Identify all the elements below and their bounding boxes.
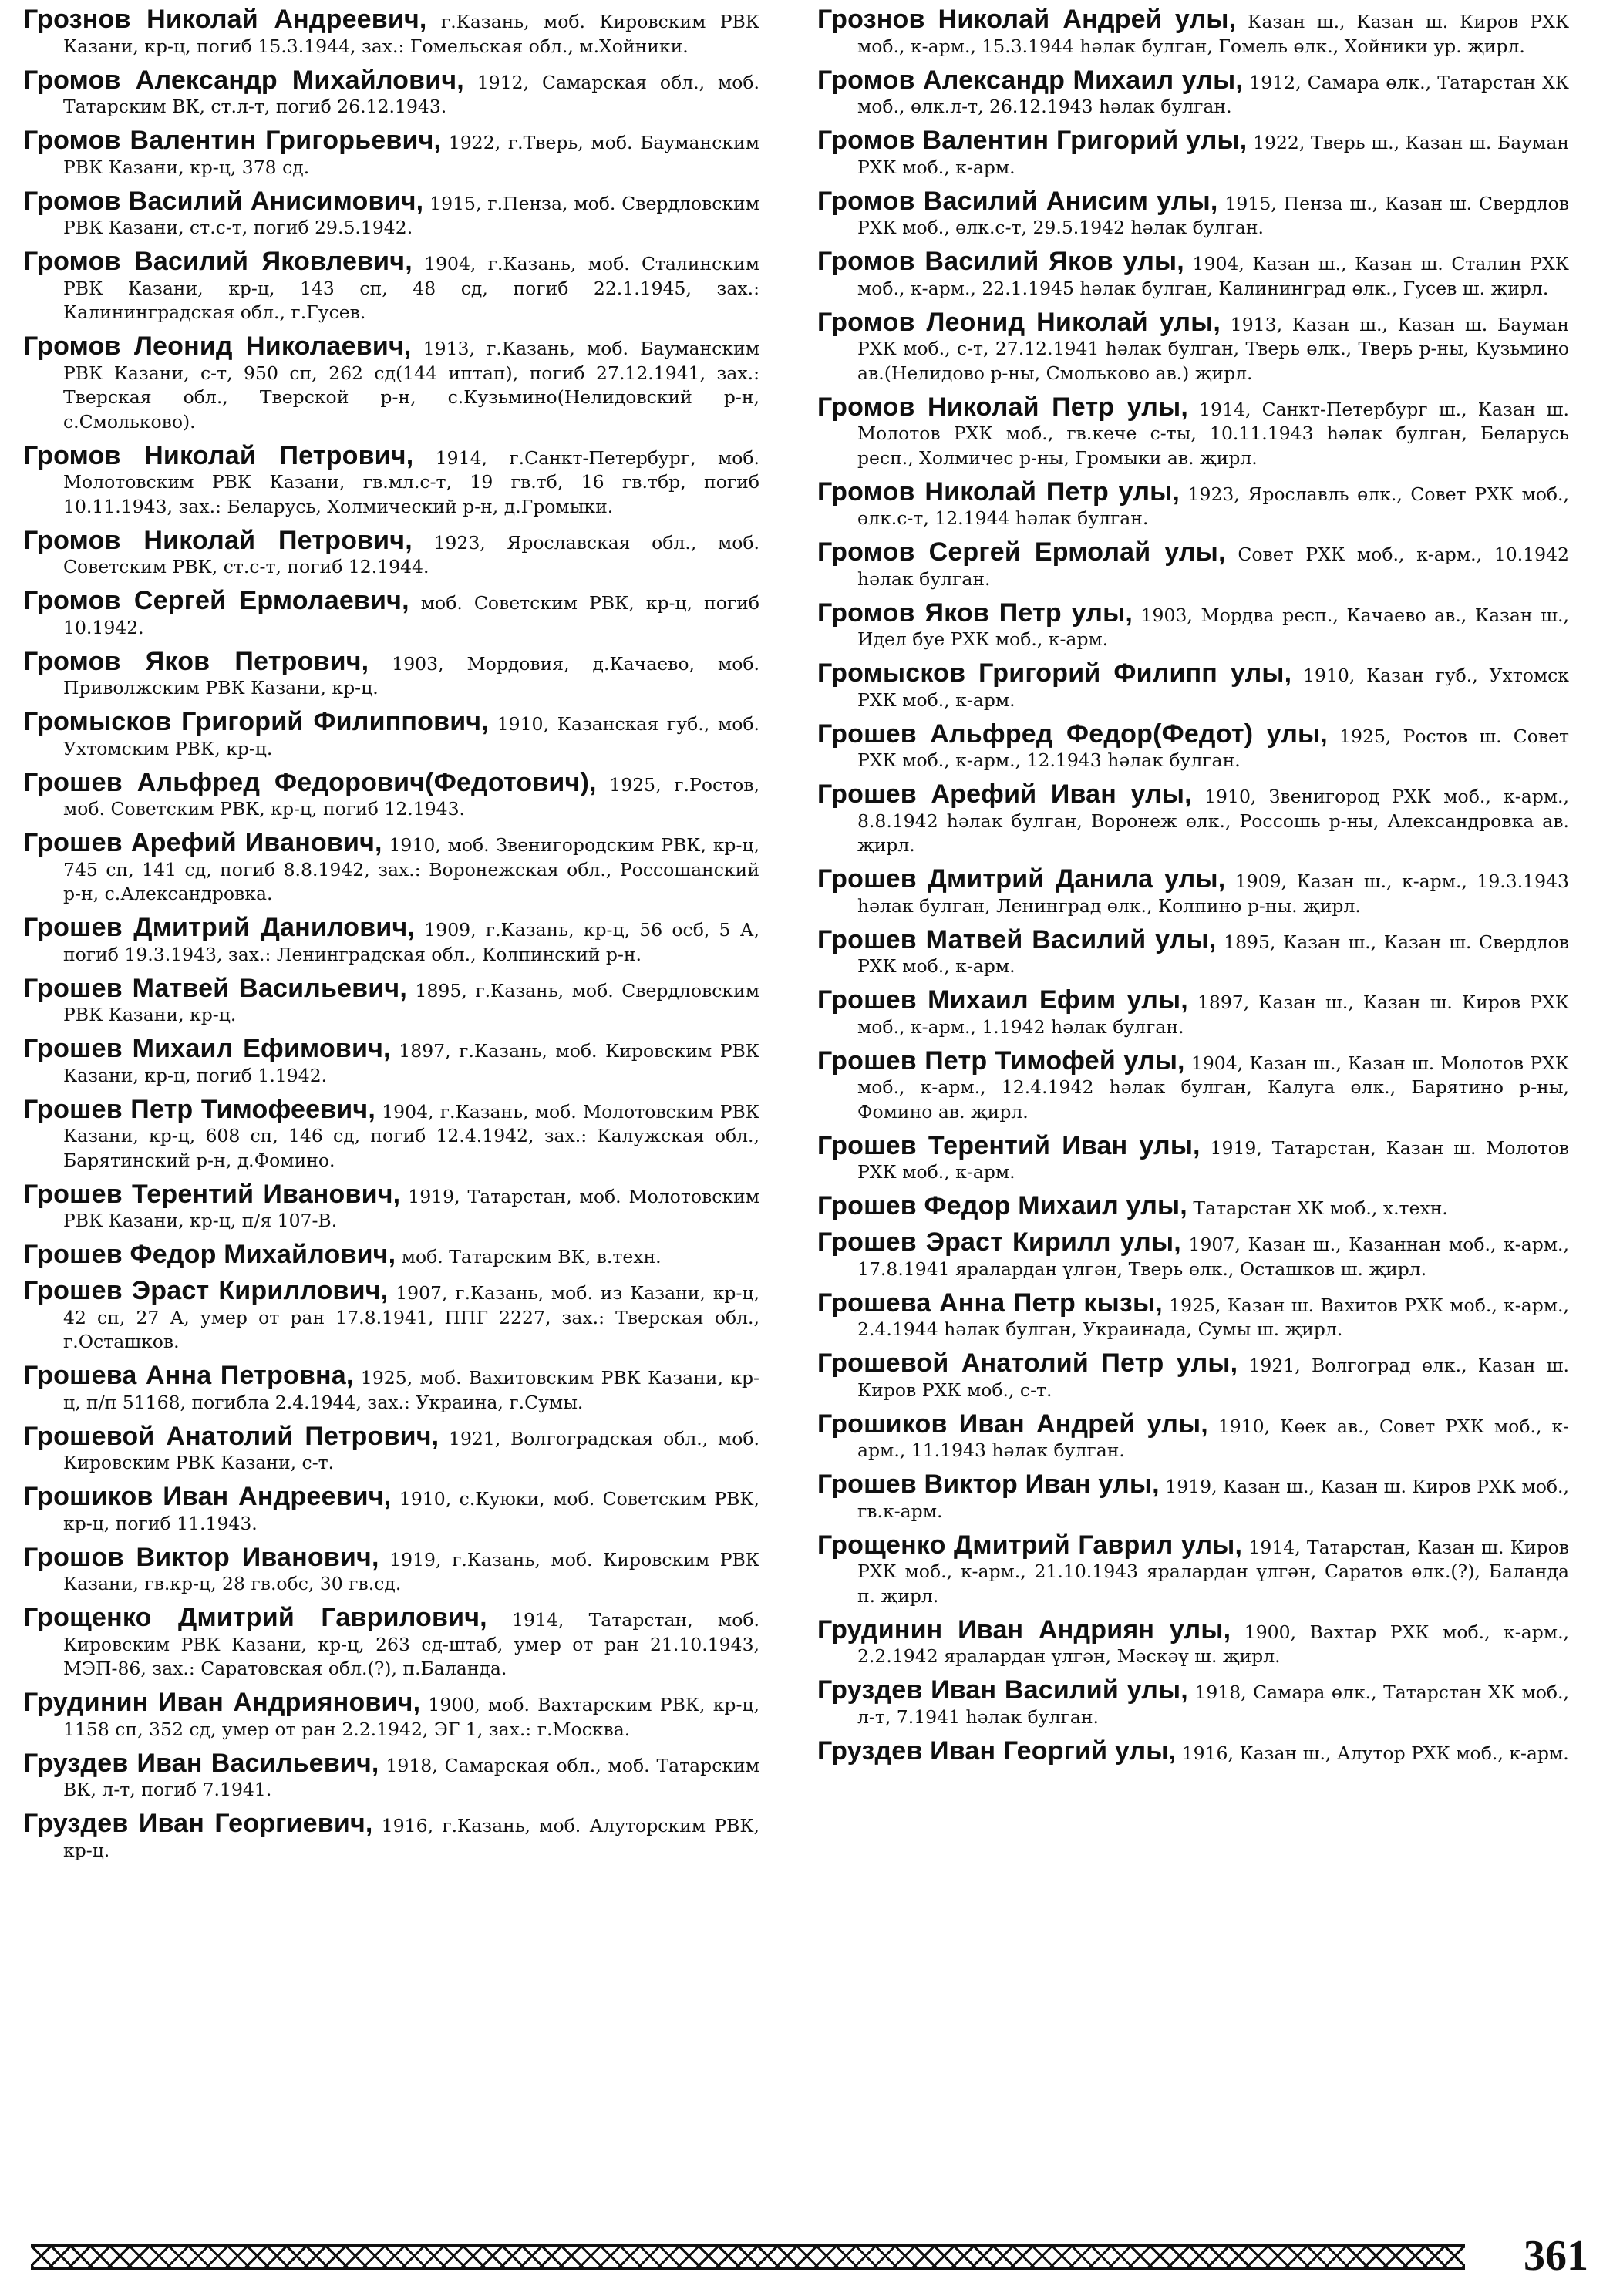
record-entry <box>23 1179 760 1234</box>
record-details: 1925, моб. Вахитовским РВК Казани, кр-ц, п/п 51168, погибла 2.4.1944, зах.: Украина, г.Сумы. <box>63 1367 759 1413</box>
right-column-tatar <box>817 5 1570 1776</box>
record-entry <box>817 126 1569 180</box>
record-details: 1904, Казан ш., Казан ш. Молотов РХК моб., к-арм., 12.4.1942 һәлак булган, Калуга өлк., Барятино р-ны, Фомино ав. җирл. <box>857 1052 1569 1123</box>
record-details: 1918, Самара өлк., Татарстан ХК моб., л-т, 7.1941 һәлак булган. <box>857 1682 1569 1728</box>
person-name: Грошев Дмитрий Данилович, <box>23 913 416 942</box>
record-details: 1914, Татарстан, моб. Кировским РВК Казани, кр-ц, 263 сд-штаб, умер от ран 21.10.1943, МЭП-86, зах.: Саратовская обл.(?), п.Баланда. <box>63 1609 759 1679</box>
record-details: 1918, Самарская обл., моб. Татарским ВК, л-т, погиб 7.1941. <box>63 1754 759 1800</box>
record-entry <box>817 1675 1569 1729</box>
record-entry <box>23 525 759 580</box>
person-name: Груздев Иван Васильевич, <box>23 1748 379 1778</box>
person-name: Грошевой Анатолий Петр улы, <box>817 1348 1238 1378</box>
record-details: 1897, Казан ш., Казан ш. Киров РХК моб., к-арм., 1.1942 һәлак булган. <box>857 991 1569 1038</box>
record-details: 1903, Мордовия, д.Качаево, моб. Приволжским РВК Казани, кр-ц. <box>63 652 759 699</box>
record-details: 1922, г.Тверь, моб. Бауманским РВК Казани, кр-ц, 378 сд. <box>63 132 759 178</box>
person-name: Громов Николай Петрович, <box>23 440 414 470</box>
record-entry <box>817 1614 1570 1669</box>
record-details: 1910, Казан губ., Ухтомск РХК моб., к-арм. <box>857 665 1569 711</box>
person-name: Громов Николай Петр улы, <box>817 392 1188 422</box>
record-details: 1916, г.Казань, моб. Алуторским РВК, кр-ц. <box>63 1815 759 1861</box>
record-details: 1919, Казан ш., Казан ш. Киров РХК моб., гв.к-арм. <box>857 1476 1569 1522</box>
record-entry <box>817 1348 1569 1402</box>
record-entry <box>817 537 1569 591</box>
record-entry <box>23 973 759 1028</box>
page-number: 361 <box>1524 2232 1588 2280</box>
record-entry <box>817 1288 1569 1342</box>
record-details: 1912, Самарская обл., моб. Татарским ВК, ст.л-т, погиб 26.12.1943. <box>63 71 759 117</box>
record-details: Казан ш., Казан ш. Киров РХК моб., к-арм., 15.3.1944 һәлак булган, Гомель өлк., Хойники ур. җирл. <box>857 11 1570 57</box>
record-details: 1914, г.Санкт-Петербург, моб. Молотовским РВК Казани, гв.мл.с-т, 19 гв.тб, 16 гв.тбр, погиб 10.11.1943, зах.: Беларусь, Холмический р-н, д.Громыки. <box>63 446 759 517</box>
record-entry <box>23 1688 759 1742</box>
record-entry <box>23 1603 759 1682</box>
record-entry <box>23 1276 759 1355</box>
record-entry <box>817 1530 1569 1609</box>
person-name: Груздев Иван Георгий улы, <box>817 1735 1177 1766</box>
record-details: 1895, г.Казань, моб. Свердловским РВК Казани, кр-ц. <box>63 979 759 1025</box>
record-details: 1922, Тверь ш., Казан ш. Бауман РХК моб., к-арм. <box>857 132 1569 178</box>
record-details: 1910, Звенигород РХК моб., к-арм., 8.8.1942 һәлак булган, Воронеж өлк., Россошь р-ны, Александровка ав. җирл. <box>857 786 1569 856</box>
page-footer <box>31 2232 1588 2282</box>
person-name: Громысков Григорий Филиппович, <box>23 707 489 736</box>
person-name: Грознов Николай Андрей улы, <box>817 5 1237 34</box>
record-details: 1910, Көек ав., Совет РХК моб., к-арм., 11.1943 һәлак булган. <box>857 1415 1569 1461</box>
person-name: Громов Леонид Николай улы, <box>817 307 1221 337</box>
record-entry <box>23 1240 759 1270</box>
record-entry <box>23 1748 759 1803</box>
record-details: 1916, Казан ш., Алутор РХК моб., к-арм. <box>1176 1742 1569 1764</box>
record-entry <box>23 5 759 59</box>
record-entry <box>23 65 759 120</box>
person-name: Груздев Иван Георгиевич, <box>23 1809 373 1838</box>
person-name: Грошев Петр Тимофеевич, <box>23 1094 375 1124</box>
record-entry <box>817 658 1569 712</box>
record-details: 1904, г.Казань, моб. Молотовским РВК Казани, кр-ц, 608 сп, 146 сд, погиб 12.4.1942, зах.: Калужская обл., Барятинский р-н, д.Фомино. <box>63 1100 759 1171</box>
person-name: Грошев Альфред Федорович(Федотович), <box>23 767 597 797</box>
person-name: Грошев Матвей Василий улы, <box>817 924 1217 954</box>
record-details: 1923, Ярославль өлк., Совет РХК моб., өлк.с-т, 12.1944 һәлак булган. <box>857 483 1569 529</box>
record-details: 1923, Ярославская обл., моб. Советским РВК, ст.с-т, погиб 12.1944. <box>63 531 759 577</box>
record-details: 1915, Пенза ш., Казан ш. Свердлов РХК моб., өлк.с-т, 29.5.1942 һәлак булган. <box>857 192 1569 238</box>
record-details: 1914, Татарстан, Казан ш. Киров РХК моб., к-арм., 21.10.1943 яралардан үлгән, Саратов өлк.(?), Баланда п. җирл. <box>857 1536 1569 1607</box>
record-entry <box>817 1130 1569 1185</box>
record-entry <box>817 1227 1569 1281</box>
ornamental-border <box>31 2244 1465 2270</box>
person-name: Грошев Терентий Иванович, <box>23 1179 401 1209</box>
person-name: Громов Сергей Ермолаевич, <box>23 586 409 615</box>
person-name: Грошев Альфред Федор(Федот) улы, <box>817 719 1328 749</box>
person-name: Грощенко Дмитрий Гаврилович, <box>23 1603 487 1632</box>
person-name: Громысков Григорий Филипп улы, <box>817 658 1292 688</box>
record-details: 1900, моб. Вахтарским РВК, кр-ц, 1158 сп, 352 сд, умер от ран 2.2.1942, ЭГ 1, зах.: г.Москва. <box>63 1694 759 1740</box>
person-name: Грошиков Иван Андрей улы, <box>817 1409 1208 1439</box>
person-name: Громов Сергей Ермолай улы, <box>817 537 1226 567</box>
record-details: 1910, с.Куюки, моб. Советским РВК, кр-ц, погиб 11.1943. <box>63 1488 759 1534</box>
record-entry <box>23 1809 759 1863</box>
record-entry <box>817 5 1570 59</box>
record-details: 1895, Казан ш., Казан ш. Свердлов РХК моб., к-арм. <box>857 931 1569 977</box>
record-entry <box>817 186 1569 241</box>
record-details: 1910, Казанская губ., моб. Ухтомским РВК, кр-ц. <box>63 713 759 759</box>
record-entry <box>23 440 759 520</box>
record-entry <box>817 598 1569 652</box>
record-entry <box>23 767 759 822</box>
person-name: Громов Леонид Николаевич, <box>23 332 412 361</box>
record-entry <box>817 1191 1569 1221</box>
person-name: Грошевой Анатолий Петрович, <box>23 1421 439 1451</box>
person-name: Громов Василий Анисимович, <box>23 186 424 216</box>
record-details: 1907, Казан ш., Казаннан моб., к-арм., 17.8.1941 яралардан үлгән, Тверь өлк., Осташков ш. җирл. <box>857 1234 1569 1280</box>
record-details: 1919, Татарстан, моб. Молотовским РВК Казани, кр-ц, п/я 107-В. <box>63 1185 760 1231</box>
person-name: Грошев Виктор Иван улы, <box>817 1470 1160 1499</box>
record-entry <box>23 1034 759 1088</box>
record-entry <box>817 924 1569 979</box>
record-entry <box>817 1735 1569 1766</box>
left-column-russian <box>23 5 760 1873</box>
record-details: Совет РХК моб., к-арм., 10.1942 һәлак булган. <box>857 544 1569 590</box>
record-entry <box>817 1470 1569 1523</box>
record-details: 1904, Казан ш., Казан ш. Сталин РХК моб., к-арм., 22.1.1945 һәлак булган, Калининград өлк., Гусев ш. җирл. <box>857 253 1569 299</box>
record-entry <box>23 1361 759 1415</box>
record-entry <box>817 1045 1569 1125</box>
record-entry <box>23 586 759 640</box>
record-details: 1925, г.Ростов, моб. Советским РВК, кр-ц, погиб 12.1943. <box>63 773 759 820</box>
person-name: Грощенко Дмитрий Гаврил улы, <box>817 1530 1243 1560</box>
person-name: Громов Василий Яковлевич, <box>23 247 413 276</box>
record-entry <box>23 913 759 967</box>
person-name: Грошев Эраст Кирилл улы, <box>817 1227 1181 1257</box>
person-name: Громов Александр Михайлович, <box>23 65 464 95</box>
record-entry <box>23 332 759 434</box>
record-details: Татарстан ХК моб., х.техн. <box>1187 1197 1448 1219</box>
record-details: 1904, г.Казань, моб. Сталинским РВК Казани, кр-ц, 143 сп, 48 сд, погиб 22.1.1945, зах.: Калининградская обл., г.Гусев. <box>63 253 759 323</box>
record-details: 1914, Санкт-Петербург ш., Казан ш. Молотов РХК моб., гв.кече с-ты, 10.11.1943 һәлак булган, Беларусь респ., Холмичес р-ны, Громыки ав. җирл. <box>857 398 1570 469</box>
person-name: Грошев Матвей Васильевич, <box>23 973 407 1003</box>
record-entry <box>23 1421 759 1476</box>
person-name: Грошев Петр Тимофей улы, <box>817 1045 1185 1076</box>
person-name: Груздев Иван Василий улы, <box>817 1675 1188 1705</box>
record-entry <box>817 307 1569 386</box>
person-name: Грошев Арефий Иванович, <box>23 828 382 857</box>
record-entry <box>817 1409 1569 1463</box>
person-name: Громов Валентин Григорий улы, <box>817 126 1248 155</box>
person-name: Грошев Федор Михаил улы, <box>817 1191 1187 1220</box>
record-details: моб. Татарским ВК, в.техн. <box>396 1246 662 1268</box>
record-details: 1919, г.Казань, моб. Кировским РВК Казани, гв.кр-ц, 28 гв.обс, 30 гв.сд. <box>63 1548 759 1594</box>
record-entry <box>817 779 1569 858</box>
record-details: 1925, Казан ш. Вахитов РХК моб., к-арм., 2.4.1944 һәлак булган, Украинада, Сумы ш. җирл. <box>857 1294 1569 1340</box>
person-name: Грошева Анна Петр кызы, <box>817 1288 1163 1318</box>
person-name: Грошева Анна Петровна, <box>23 1361 354 1390</box>
person-name: Громов Яков Петрович, <box>23 646 369 676</box>
record-entry <box>817 476 1569 531</box>
record-entry <box>23 646 759 701</box>
record-details: 1912, Самара өлк., Татарстан ХК моб., өлк.л-т, 26.12.1943 һәлак булган. <box>857 71 1569 117</box>
person-name: Громов Николай Петр улы, <box>817 476 1180 507</box>
person-name: Громов Валентин Григорьевич, <box>23 126 442 155</box>
person-name: Грознов Николай Андреевич, <box>23 5 427 34</box>
person-name: Грошев Дмитрий Данила улы, <box>817 864 1226 894</box>
record-entry <box>23 186 759 241</box>
record-details: 1907, г.Казань, моб. из Казани, кр-ц, 42 сп, 27 А, умер от ран 17.8.1941, ППГ 2227, зах.: Тверская обл., г.Осташков. <box>63 1282 759 1352</box>
record-entry <box>23 1094 759 1173</box>
record-details: 1919, Татарстан, Казан ш. Молотов РХК моб., к-арм. <box>857 1136 1569 1183</box>
person-name: Грошов Виктор Иванович, <box>23 1542 379 1572</box>
record-details: 1909, Казан ш., к-арм., 19.3.1943 һәлак булган, Ленинград өлк., Колпино р-ны. җирл. <box>857 870 1569 917</box>
person-name: Грошев Федор Михайлович, <box>23 1240 396 1269</box>
record-details: 1897, г.Казань, моб. Кировским РВК Казани, кр-ц, погиб 1.1942. <box>63 1040 759 1086</box>
person-name: Громов Василий Анисим улы, <box>817 186 1218 216</box>
person-name: Громов Василий Яков улы, <box>817 247 1184 276</box>
person-name: Грудинин Иван Андриян улы, <box>817 1614 1231 1645</box>
record-entry <box>23 828 759 907</box>
record-entry <box>23 126 759 180</box>
record-entry <box>817 392 1570 471</box>
record-details: 1925, Ростов ш. Совет РХК моб., к-арм., 12.1943 һәлак булган. <box>857 725 1569 771</box>
record-entry <box>23 1542 759 1597</box>
person-name: Громов Николай Петрович, <box>23 525 413 555</box>
person-name: Грошев Арефий Иван улы, <box>817 779 1192 809</box>
record-entry <box>817 65 1569 120</box>
person-name: Грошиков Иван Андреевич, <box>23 1482 392 1511</box>
person-name: Грошев Терентий Иван улы, <box>817 1130 1201 1160</box>
record-details: 1913, г.Казань, моб. Бауманским РВК Казани, с-т, 950 сп, 262 сд(144 иптап), погиб 27.12.1941, зах.: Тверская обл., Тверской р-н, с.Кузьмино(Нелидовский р-н, с.Смольково). <box>63 338 759 433</box>
record-entry <box>817 985 1569 1039</box>
person-name: Грошев Михаил Ефимович, <box>23 1034 391 1063</box>
record-details: 1921, Волгоградская обл., моб. Кировским РВК Казани, с-т. <box>63 1427 759 1473</box>
record-details: 1909, г.Казань, кр-ц, 56 осб, 5 А, погиб 19.3.1943, зах.: Ленинградская обл., Колпинский р-н. <box>63 919 759 965</box>
person-name: Грошев Эраст Кириллович, <box>23 1276 389 1305</box>
person-name: Грудинин Иван Андриянович, <box>23 1688 421 1717</box>
record-details: 1913, Казан ш., Казан ш. Бауман РХК моб., с-т, 27.12.1941 һәлак булган, Тверь өлк., Тверь р-ны, Кузьмино ав.(Нелидово р-ны, Смольково ав.) җирл. <box>857 313 1569 384</box>
record-entry <box>23 707 759 761</box>
record-details: 1910, моб. Звенигородским РВК, кр-ц, 745 сп, 141 сд, погиб 8.8.1942, зах.: Воронежская обл., Россошанский р-н, с.Александровка. <box>63 834 759 904</box>
record-details: г.Казань, моб. Кировским РВК Казани, кр-ц, погиб 15.3.1944, зах.: Гомельская обл., м.Хойники. <box>63 11 759 57</box>
record-entry <box>817 864 1569 918</box>
record-details: 1921, Волгоград өлк., Казан ш. Киров РХК моб., с-т. <box>857 1355 1569 1401</box>
record-entry <box>23 1482 759 1536</box>
record-entry <box>817 247 1569 301</box>
record-entry <box>817 719 1569 773</box>
record-details: моб. Советским РВК, кр-ц, погиб 10.1942. <box>63 592 759 638</box>
record-details: 1900, Вахтар РХК моб., к-арм., 2.2.1942 яралардан үлгән, Мәскәү ш. җирл. <box>857 1621 1570 1667</box>
person-name: Громов Яков Петр улы, <box>817 598 1133 628</box>
record-details: 1915, г.Пенза, моб. Свердловским РВК Казани, ст.с-т, погиб 29.5.1942. <box>63 192 759 238</box>
record-entry <box>23 247 759 325</box>
person-name: Громов Александр Михаил улы, <box>817 65 1244 95</box>
person-name: Грошев Михаил Ефим улы, <box>817 985 1188 1015</box>
record-details: 1903, Мордва респ., Качаево ав., Казан ш., Идел буе РХК моб., к-арм. <box>857 604 1569 650</box>
